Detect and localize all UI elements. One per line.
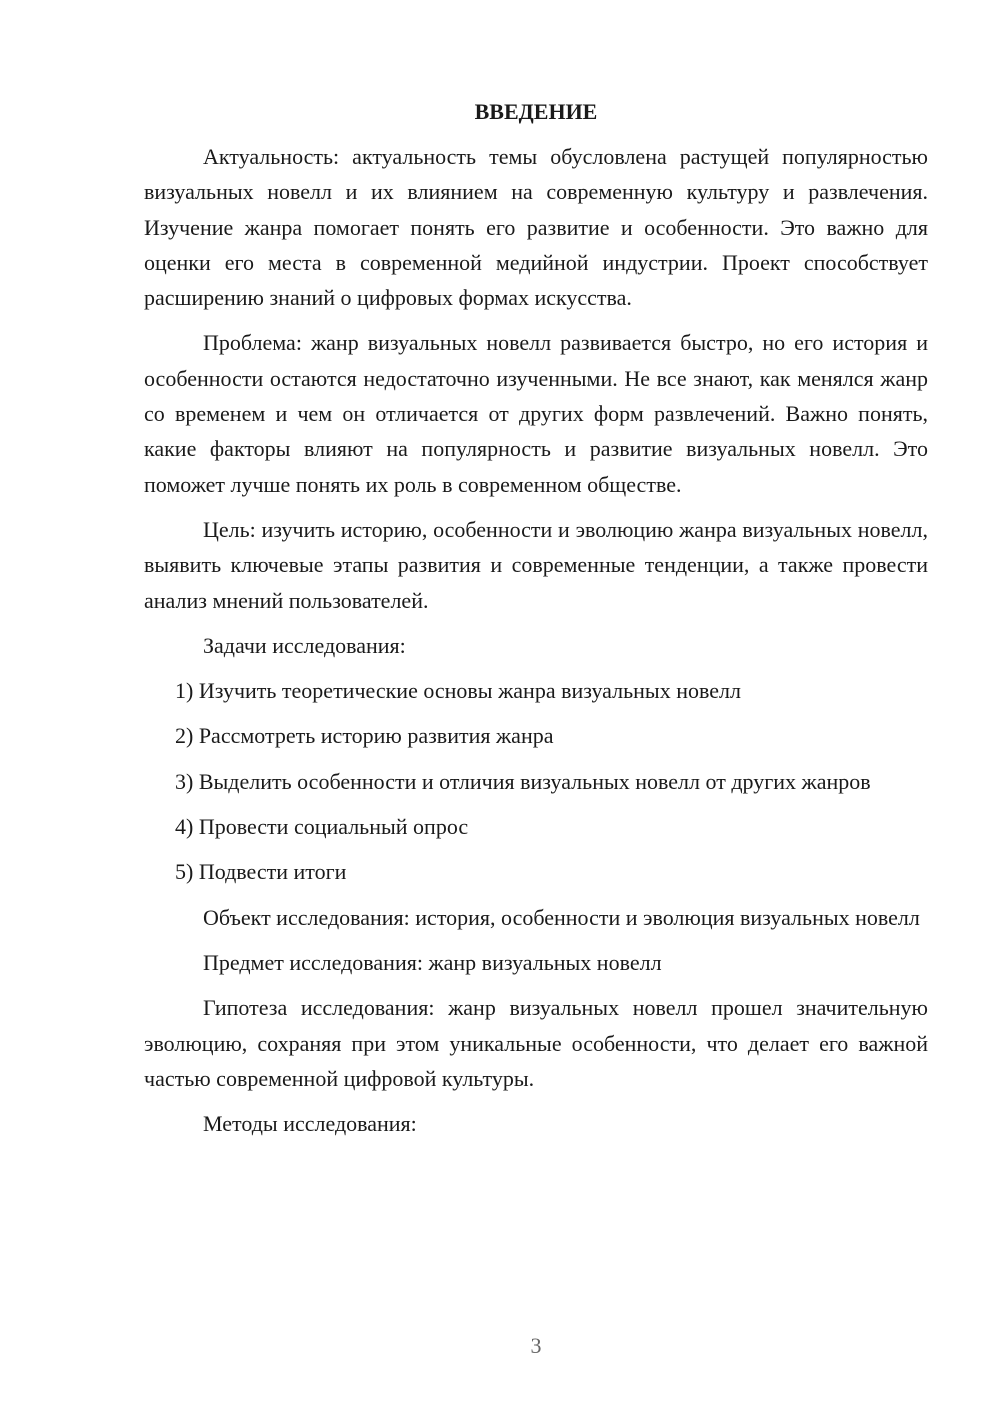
methods-heading: Методы исследования:: [203, 1111, 417, 1137]
section-title: ВВЕДЕНИЕ: [474, 99, 598, 124]
page-number: 3: [530, 1333, 542, 1358]
task-item-3: 3) Выделить особенности и отличия визуальных новелл от других жанров: [175, 768, 871, 794]
task-item-1: 1) Изучить теоретические основы жанра визуальных новелл: [175, 678, 741, 704]
problem-paragraph: Проблема: жанр визуальных новелл развивается быстро, но его история и особенности остаются недостаточно изученными. Не все знают, как менялся жанр со временем и чем он отличается от других форм развлечений. Важно понять, какие факторы влияют на популярность и развитие визуальных новелл. Это поможет лучше понять их роль в современном обществе.: [144, 330, 928, 497]
document-page: [144, 95, 928, 1151]
task-item-4: 4) Провести социальный опрос: [175, 814, 469, 840]
subject-paragraph: Предмет исследования: жанр визуальных новелл: [203, 949, 662, 975]
tasks-heading: Задачи исследования:: [203, 632, 406, 658]
object-paragraph: Объект исследования: история, особенности и эволюция визуальных новелл: [203, 904, 920, 930]
relevance-paragraph: Актуальность: актуальность темы обусловлена растущей популярностью визуальных новелл и их влиянием на современную культуру и развлечения. Изучение жанра помогает понять его развитие и особенности. Это важно для оценки его места в современной медийной индустрии. Проект способствует расширению знаний о цифровых формах искусства.: [144, 144, 928, 311]
task-item-5: 5) Подвести итоги: [175, 859, 347, 885]
goal-paragraph: Цель: изучить историю, особенности и эволюцию жанра визуальных новелл, выявить ключевые этапы развития и современные тенденции, а также провести анализ мнений пользователей.: [144, 516, 928, 613]
task-item-2: 2) Рассмотреть историю развития жанра: [175, 723, 554, 749]
hypothesis-paragraph: Гипотеза исследования: жанр визуальных новелл прошел значительную эволюцию, сохраняя при этом уникальные особенности, что делает его важной частью современной цифровой культуры.: [144, 995, 928, 1091]
